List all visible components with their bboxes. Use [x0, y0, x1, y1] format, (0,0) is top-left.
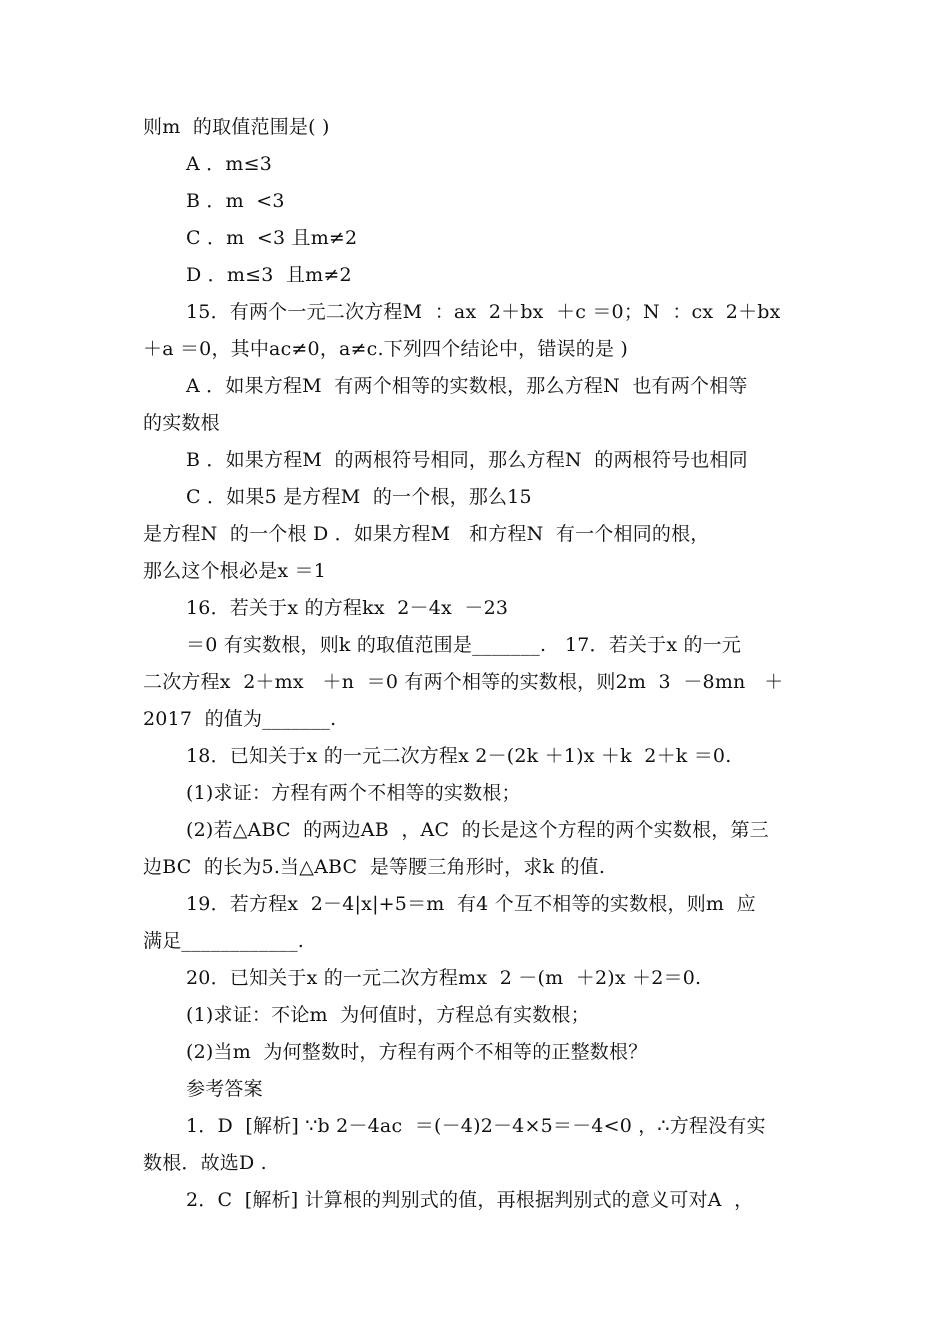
question-15: 15．有两个一元二次方程M ：ax 2＋bx ＋c ＝0；N ：cx 2＋bx — [186, 301, 781, 323]
text-line: 边BC 的长为5.当△ABC 是等腰三角形时，求k 的值. — [143, 856, 606, 878]
answer-1: 1．D [解析] ∵b 2－4ac ＝(－4)2－4×5＝－4<0 ，∴方程没有实 — [186, 1115, 766, 1137]
option-d: D ．m≤3 且m≠2 — [186, 264, 352, 286]
answer-2: 2．C [解析] 计算根的判别式的值，再根据判别式的意义可对A ， — [186, 1189, 754, 1211]
text-line: 是方程N 的一个根 D ．如果方程M 和方程N 有一个相同的根， — [143, 523, 710, 545]
text-line: 满足____________. — [143, 930, 305, 952]
text-line: 那么这个根必是x ＝1 — [143, 560, 327, 582]
text-line: (1)求证：不论m 为何值时，方程总有实数根； — [186, 1004, 590, 1026]
text-line: ＋a ＝0，其中ac≠0，a≠c.下列四个结论中，错误的是 ) — [143, 338, 629, 360]
question-19: 19．若方程x 2－4|x|+5＝m 有4 个互不相等的实数根，则m 应 — [186, 893, 756, 915]
option-a: A ．如果方程M 有两个相等的实数根，那么方程N 也有两个相等 — [186, 375, 748, 397]
text-line: 2017 的值为_______. — [143, 708, 337, 730]
option-c: C ．如果5 是方程M 的一个根，那么15 — [186, 486, 532, 508]
option-b: B ．如果方程M 的两根符号相同，那么方程N 的两根符号也相同 — [186, 449, 748, 471]
question-16: 16．若关于x 的方程kx 2－4x －23 — [186, 597, 509, 619]
text-line: 的实数根 — [143, 412, 220, 434]
option-b: B ．m <3 — [186, 190, 285, 212]
option-c: C ．m <3 且m≠2 — [186, 227, 358, 249]
text-line: 数根．故选D . — [143, 1152, 267, 1174]
option-a: A ．m≤3 — [186, 153, 272, 175]
text-line: ＝0 有实数根，则k 的取值范围是_______. 17．若关于x 的一元 — [186, 634, 742, 656]
text-line: (2)当m 为何整数时，方程有两个不相等的正整数根？ — [186, 1041, 648, 1063]
question-20: 20．已知关于x 的一元二次方程mx 2 －(m ＋2)x ＋2＝0. — [186, 967, 702, 989]
text-line: (1)求证：方程有两个不相等的实数根； — [186, 782, 521, 804]
text-line: 二次方程x 2＋mx ＋n ＝0 有两个相等的实数根，则2m 3 －8mn ＋ — [143, 671, 784, 693]
question-18: 18．已知关于x 的一元二次方程x 2－(2k ＋1)x ＋k 2＋k ＝0. — [186, 745, 732, 767]
text-line: 则m 的取值范围是( ) — [143, 116, 330, 138]
answers-heading: 参考答案 — [186, 1078, 263, 1100]
text-line: (2)若△ABC 的两边AB ，AC 的长是这个方程的两个实数根，第三 — [186, 819, 769, 841]
